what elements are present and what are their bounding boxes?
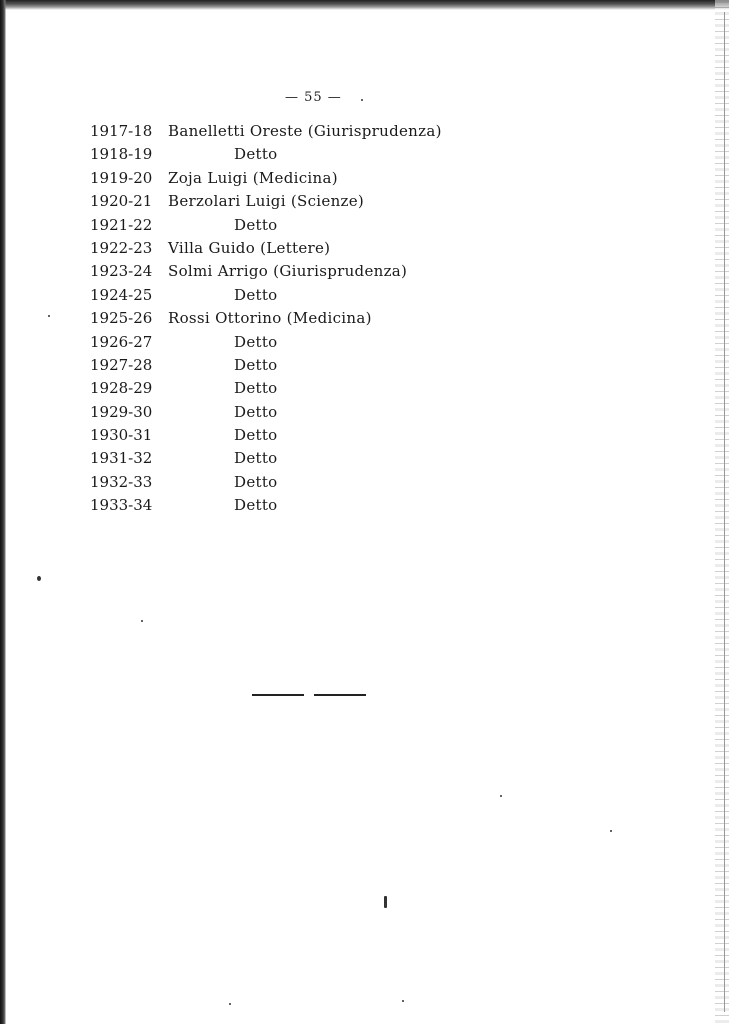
list-item <box>90 145 590 168</box>
rector-name: Detto <box>234 402 278 421</box>
rector-name: Berzolari Luigi (Scienze) <box>168 192 365 211</box>
academic-year: 1919-20 <box>90 168 153 187</box>
page-left-edge <box>0 0 6 1024</box>
academic-year: 1932-33 <box>90 472 153 491</box>
academic-year: 1918-19 <box>90 145 153 164</box>
academic-year: 1922-23 <box>90 238 153 257</box>
scan-speck <box>37 576 41 581</box>
academic-year: 1926-27 <box>90 332 153 351</box>
scan-speck <box>229 1003 231 1005</box>
rector-name: Detto <box>234 285 278 304</box>
list-item <box>90 379 590 402</box>
page-right-edge <box>715 0 729 1024</box>
rector-name: Banelletti Oreste (Giurisprudenza) <box>168 122 442 140</box>
rector-name: Detto <box>234 449 278 468</box>
academic-year: 1925-26 <box>90 309 153 328</box>
page-number: — 55 — <box>285 90 342 105</box>
list-item <box>90 239 590 262</box>
page-top-edge <box>0 0 729 10</box>
list-item <box>90 333 590 356</box>
academic-year: 1930-31 <box>90 426 153 445</box>
scan-speck <box>402 1000 404 1002</box>
rector-name: Villa Guido (Lettere) <box>168 238 331 257</box>
rector-name: Detto <box>234 332 278 351</box>
rector-name: Zoja Luigi (Medicina) <box>168 168 338 187</box>
rector-name: Detto <box>234 426 278 445</box>
list-item <box>90 309 590 332</box>
academic-year: 1924-25 <box>90 285 153 304</box>
list-item <box>90 403 590 426</box>
rector-name: Detto <box>234 355 278 374</box>
list-item <box>90 216 590 239</box>
list-item <box>90 426 590 449</box>
scan-speck <box>48 315 50 317</box>
scan-speck <box>361 99 363 101</box>
list-item <box>90 496 590 519</box>
academic-year: 1929-30 <box>90 402 153 421</box>
rector-name: Detto <box>234 496 278 515</box>
academic-year: 1923-24 <box>90 262 153 281</box>
list-item <box>90 122 590 145</box>
rector-list <box>90 122 590 520</box>
scan-speck <box>500 795 502 797</box>
scan-speck <box>610 830 612 832</box>
list-item <box>90 286 590 309</box>
academic-year: 1920-21 <box>90 192 153 211</box>
rector-name: Solmi Arrigo (Giurisprudenza) <box>168 262 408 281</box>
closing-rule <box>252 694 372 696</box>
academic-year: 1921-22 <box>90 215 153 234</box>
list-item <box>90 262 590 285</box>
scan-speck <box>384 896 387 908</box>
academic-year: 1933-34 <box>90 496 153 515</box>
list-item <box>90 356 590 379</box>
rector-name: Detto <box>234 145 278 164</box>
scan-speck <box>141 620 143 622</box>
academic-year: 1927-28 <box>90 355 153 374</box>
rector-name: Rossi Ottorino (Medicina) <box>168 309 372 328</box>
academic-year: 1917-18 <box>90 122 153 140</box>
rector-name: Detto <box>234 379 278 398</box>
page-right-edge-line <box>724 12 725 1012</box>
list-item <box>90 449 590 472</box>
list-item <box>90 169 590 192</box>
rector-name: Detto <box>234 215 278 234</box>
rector-name: Detto <box>234 472 278 491</box>
academic-year: 1928-29 <box>90 379 153 398</box>
academic-year: 1931-32 <box>90 449 153 468</box>
list-item <box>90 473 590 496</box>
list-item <box>90 192 590 215</box>
